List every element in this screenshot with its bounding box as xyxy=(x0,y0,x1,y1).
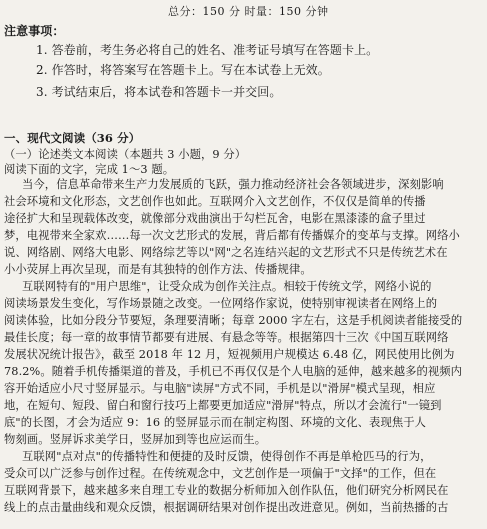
passage-line: 说、网络剧、网络大电影、网络综艺等以"网"之名连结兴起的文艺形式不只是传统艺术在 xyxy=(4,246,448,259)
passage-line: 底"的长图，才会为适应 9：16 的竖屏显示而在制定构图、环境的文化、表现焦于人 xyxy=(4,416,427,429)
passage-line: 社会环境和文化形态，文艺创作也如此。互联网介入文艺创作，不仅仅是简单的传播 xyxy=(4,195,426,208)
passage-line: 阅读场景发生变化，写作场景随之改变。一位网络作家说，使特别审视读者在网络上的 xyxy=(4,297,438,310)
passage-line: 途径扩大和呈现载体改变，就像部分戏曲演出于勾栏瓦舍，电影在黑漆漆的盒子里过 xyxy=(4,212,426,225)
note-item-2: 2. 作答时，将答案写在答题卡上。写在本试卷上无效。 xyxy=(36,63,330,77)
passage-line: 梦，电视带来全家欢……每一次文艺形式的发展，背后都有传播媒介的变革与支撑。网络小 xyxy=(4,229,460,242)
section-title: 一、现代文阅读（36 分） xyxy=(4,131,141,145)
passage-line: 当今，信息革命带来生产力发展质的飞跃，强力推动经济社会各领域进步，深刻影响 xyxy=(22,178,444,191)
passage-line: 阅读体验，比如分段分节要短，条理要清晰；每章 2000 字左右，这是手机阅读者能接受的 xyxy=(4,314,463,327)
passage-line: 最佳长度；每一章的故事情节都要有进展、有悬念等等。根据第四十三次《中国互联网络 xyxy=(4,331,449,344)
passage-line: 发展状况统计报告》，截至 2018 年 12 月，短视频用户规模达 6.48 亿，网民使用比例为 xyxy=(4,348,455,361)
note-item-3: 3. 考试结束后，将本试卷和答题卡一并交回。 xyxy=(36,85,282,99)
passage-line: 物刻画。竖屏诉求美学日，竖屏加到等也应运而生。 xyxy=(4,433,267,446)
passage-line: 线上的点击量曲线和观众反馈，根据调研结果对创作提出改进意见。例如，当前热播的古 xyxy=(4,501,449,514)
passage-line: 受众可以广泛参与创作过程。在传统观念中，文艺创作是一项偏于"文择"的工作，但在 xyxy=(4,467,437,480)
passage-line: 小小荧屏上再次呈现，而是有其独特的创作方法、传播规律。 xyxy=(4,263,312,276)
passage-line: 容开始适应小尺寸竖屏显示。与电脑"读屏"方式不同，手机是以"滑屏"模式呈现，相应 xyxy=(4,382,436,395)
score-time-header: 总分：150 分 时量：150 分钟 xyxy=(168,5,329,18)
subsection-title: （一）论述类文本阅读（本题共 3 小题，9 分） xyxy=(4,148,247,161)
passage-line: 地，在短句、短段、留白和窗行技巧上都要更加适应"滑屏"特点，所以才会流行"一镜到 xyxy=(4,399,442,412)
notes-title: 注意事项： xyxy=(4,24,65,38)
passage-line: 互联网特有的"用户思维"，让受众成为创作关注点。相较于传统文学，网络小说的 xyxy=(22,280,432,293)
passage-line: 78.2%。随着手机传播渠道的普及，手机已不再仅仅是个人电脑的延伸，越来越多的视频内 xyxy=(4,365,463,378)
note-item-1: 1. 答卷前，考生务必将自己的姓名、准考证号填写在答题卡上。 xyxy=(36,43,379,57)
passage-line: 互联网"点对点"的传播特性和便捷的及时反馈，使得创作不再是单枪匹马的行为， xyxy=(22,450,432,463)
reading-instruction: 阅读下面的文字，完成 1～3 题。 xyxy=(4,163,175,176)
passage-line: 互联网背景下，越来越多来自理工专业的数据分析师加入创作队伍，他们研究分析网民在 xyxy=(4,484,449,497)
